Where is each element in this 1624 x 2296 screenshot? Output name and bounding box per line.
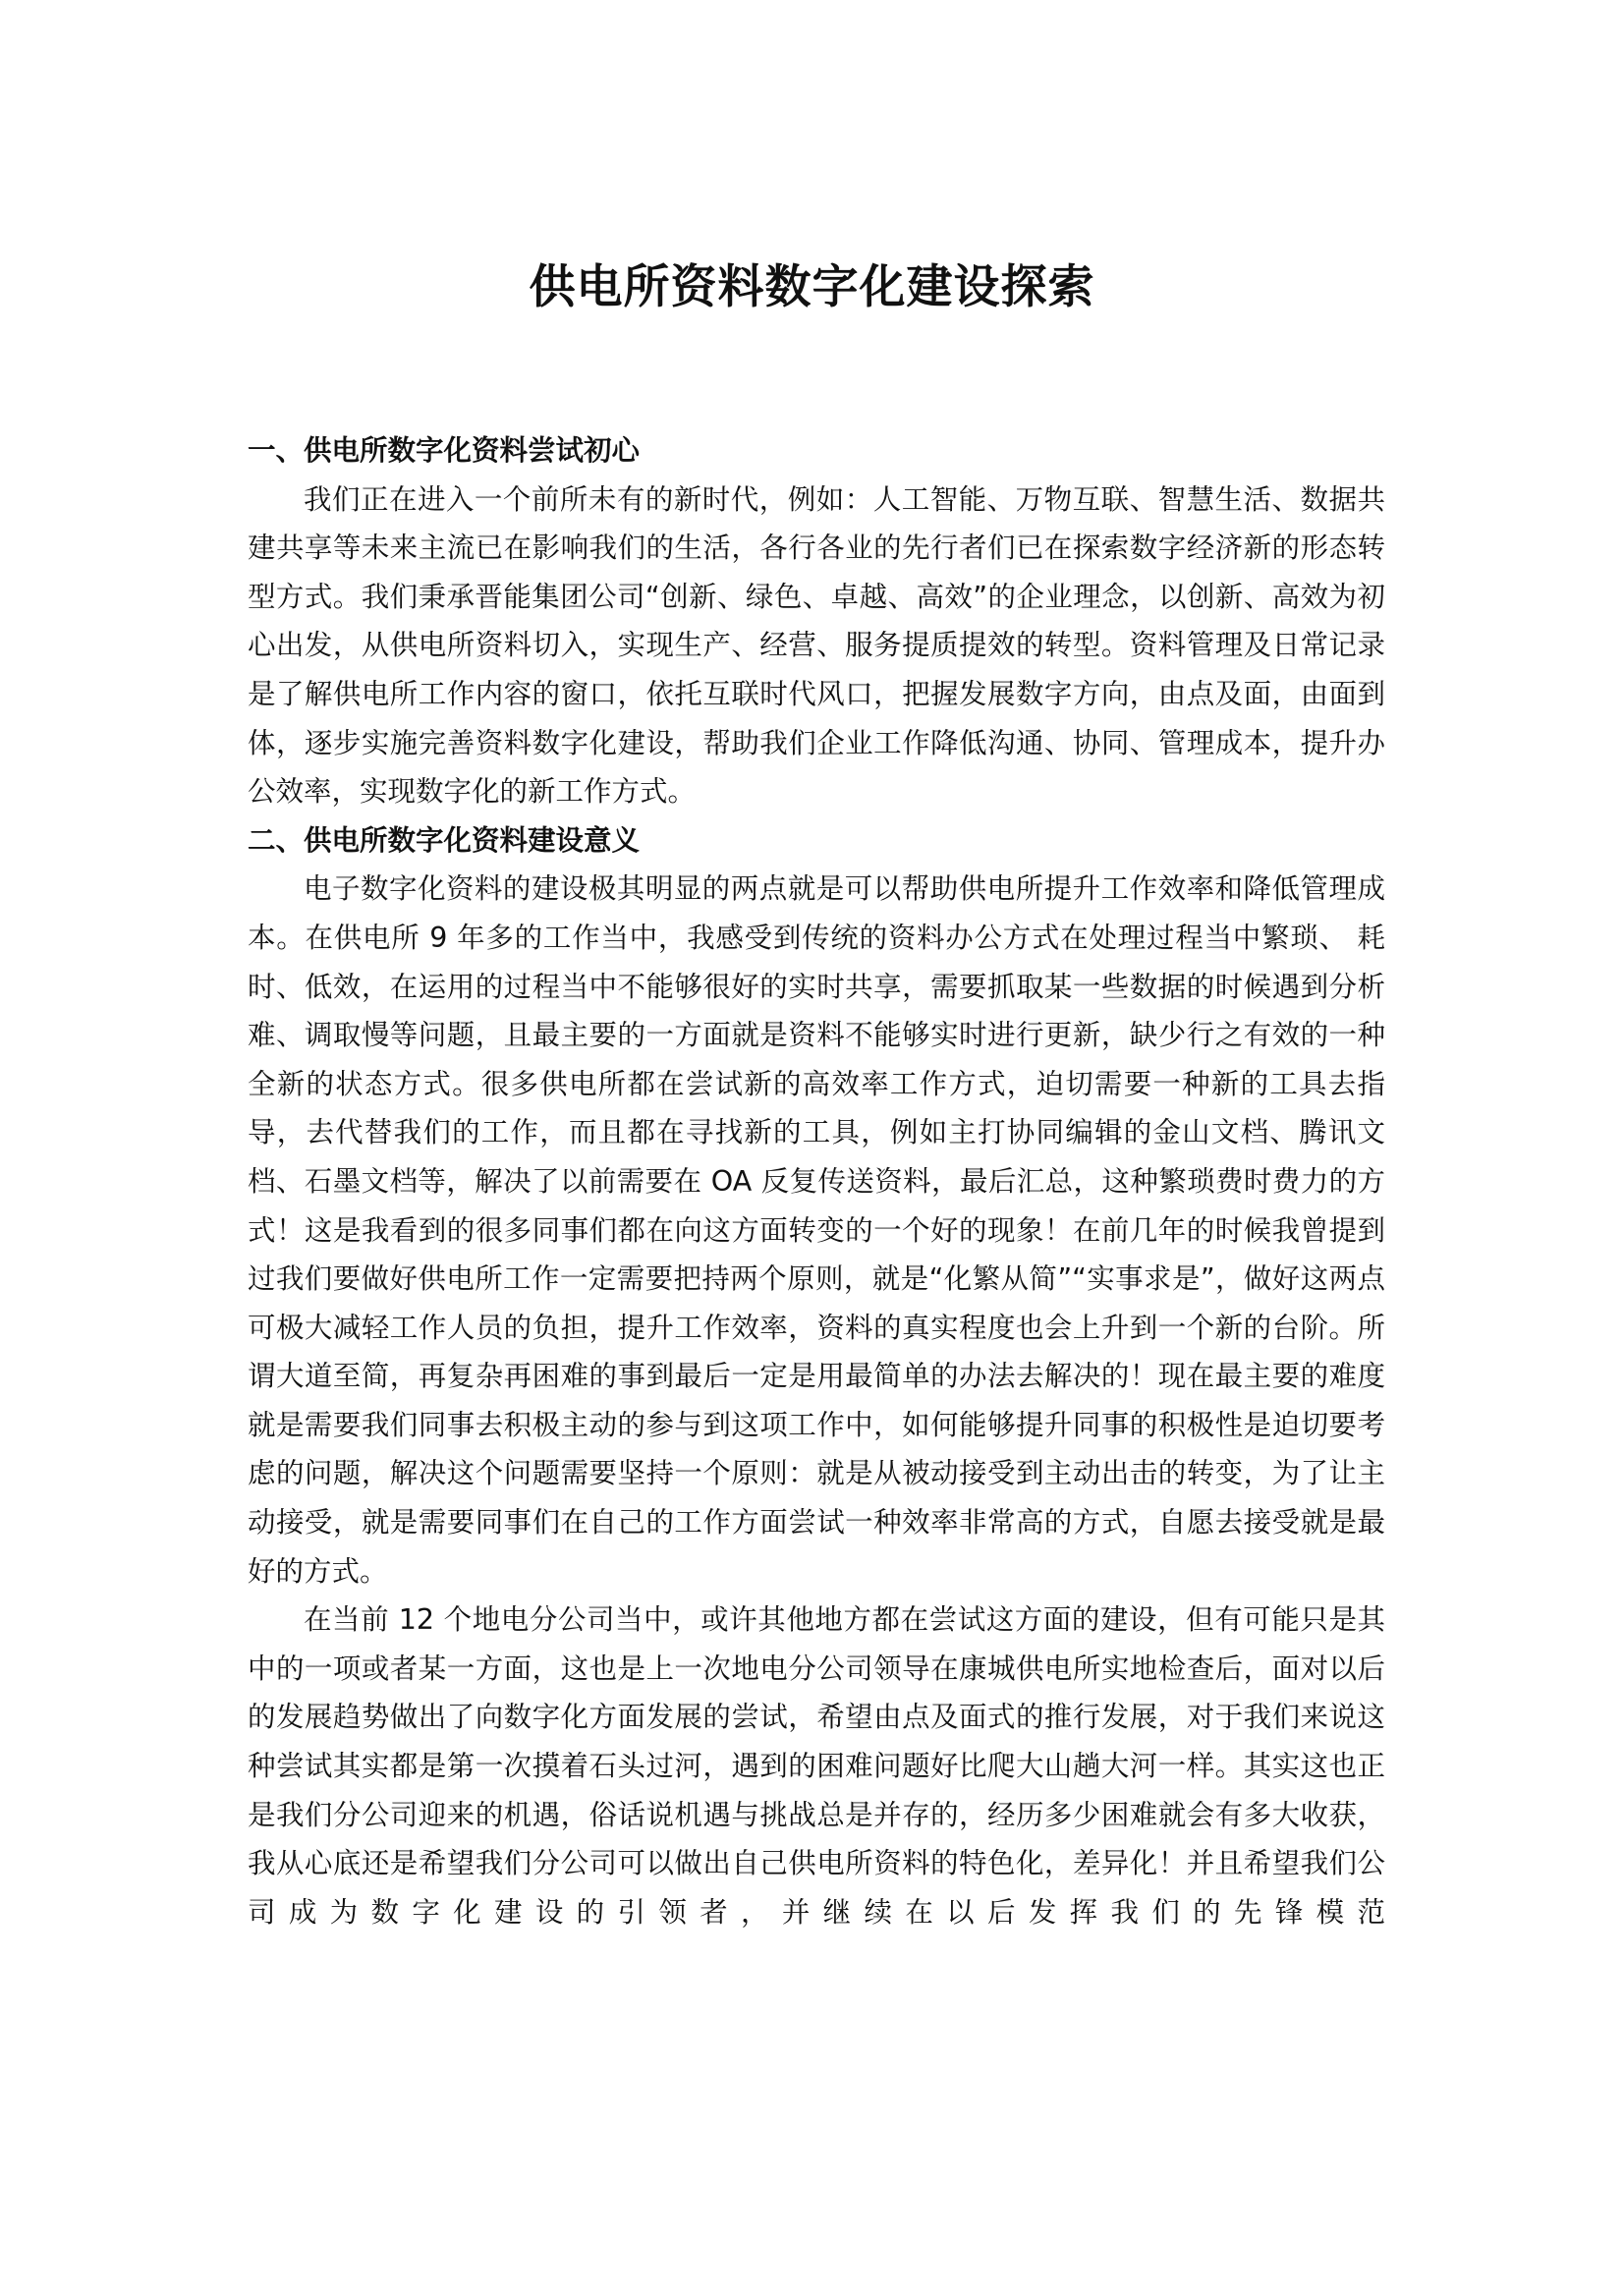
document-title: 供电所资料数字化建设探索 [529,260,1095,314]
paragraph: 我们正在进入一个前所未有的新时代，例如：人工智能、万物互联、智慧生活、数据共建共享等未来主流已在影响我们的生活，各行各业的先行者们已在探索数字经济新的形态转型方式。我们秉承晋能集团公司“创新、绿色、卓越、高效”的企业理念，以创新、高效为初心出发，从供电所资料切入，实现生产、经营、服务提质提效的转型。资料管理及日常记录是了解供电所工作内容的窗口，依托互联时代风口，把握发展数字方向，由点及面，由面到体，逐步实施完善资料数字化建设，帮助我们企业工作降低沟通、协同、管理成本，提升办公效率，实现数字化的新工作方式。 [248,482,1385,809]
section-1 [248,426,1385,816]
section-heading: 二、供电所数字化资料建设意义 [248,823,641,857]
document-body [248,426,1385,1936]
section-2 [248,816,1385,1937]
paragraph: 在当前 12 个地电分公司当中，或许其他地方都在尝试这方面的建设，但有可能只是其中的一项或者某一方面，这也是上一次地电分公司领导在康城供电所实地检查后，面对以后的发展趋势做出了向数字化方面发展的尝试，希望由点及面式的推行发展，对于我们来说这种尝试其实都是第一次摸着石头过河，遇到的困难问题好比爬大山趟大河一样。其实这也正是我们分公司迎来的机遇，俗话说机遇与挑战总是并存的，经历多少困难就会有多大收获，我从心底还是希望我们分公司可以做出自己供电所资料的特色化，差异化！并且希望我们公司成为数字化建设的引领者，并继续在以后发挥我们的先锋模范 [248,1603,1385,1929]
paragraph: 电子数字化资料的建设极其明显的两点就是可以帮助供电所提升工作效率和降低管理成本。在供电所 9 年多的工作当中，我感受到传统的资料办公方式在处理过程当中繁琐、 耗时、低效，在运用的过程当中不能够很好的实时共享，需要抓取某一些数据的时候遇到分析难、调取慢等问题，且最主要的一方面就是资料不能够实时进行更新，缺少行之有效的一种全新的状态方式。很多供电所都在尝试新的高效率工作方式，迫切需要一种新的工具去指导，去代替我们的工作，而且都在寻找新的工具，例如主打协同编辑的金山文档、腾讯文档、石墨文档等，解决了以前需要在 OA 反复传送资料，最后汇总，这种繁琐费时费力的方式！这是我看到的很多同事们都在向这方面转变的一个好的现象！在前几年的时候我曾提到过我们要做好供电所工作一定需要把持两个原则，就是“化繁从简”“实事求是”，做好这两点可极大减轻工作人员的负担，提升工作效率，资料的真实程度也会上升到一个新的台阶。所谓大道至简，再复杂再困难的事到最后一定是用最简单的办法去解决的！现在最主要的难度就是需要我们同事去积极主动的参与到这项工作中，如何能够提升同事的积极性是迫切要考虑的问题，解决这个问题需要坚持一个原则：就是从被动接受到主动出击的转变，为了让主动接受，就是需要同事们在自己的工作方面尝试一种效率非常高的方式，自愿去接受就是最好的方式。 [248,872,1385,1588]
section-heading: 一、供电所数字化资料尝试初心 [248,434,641,467]
